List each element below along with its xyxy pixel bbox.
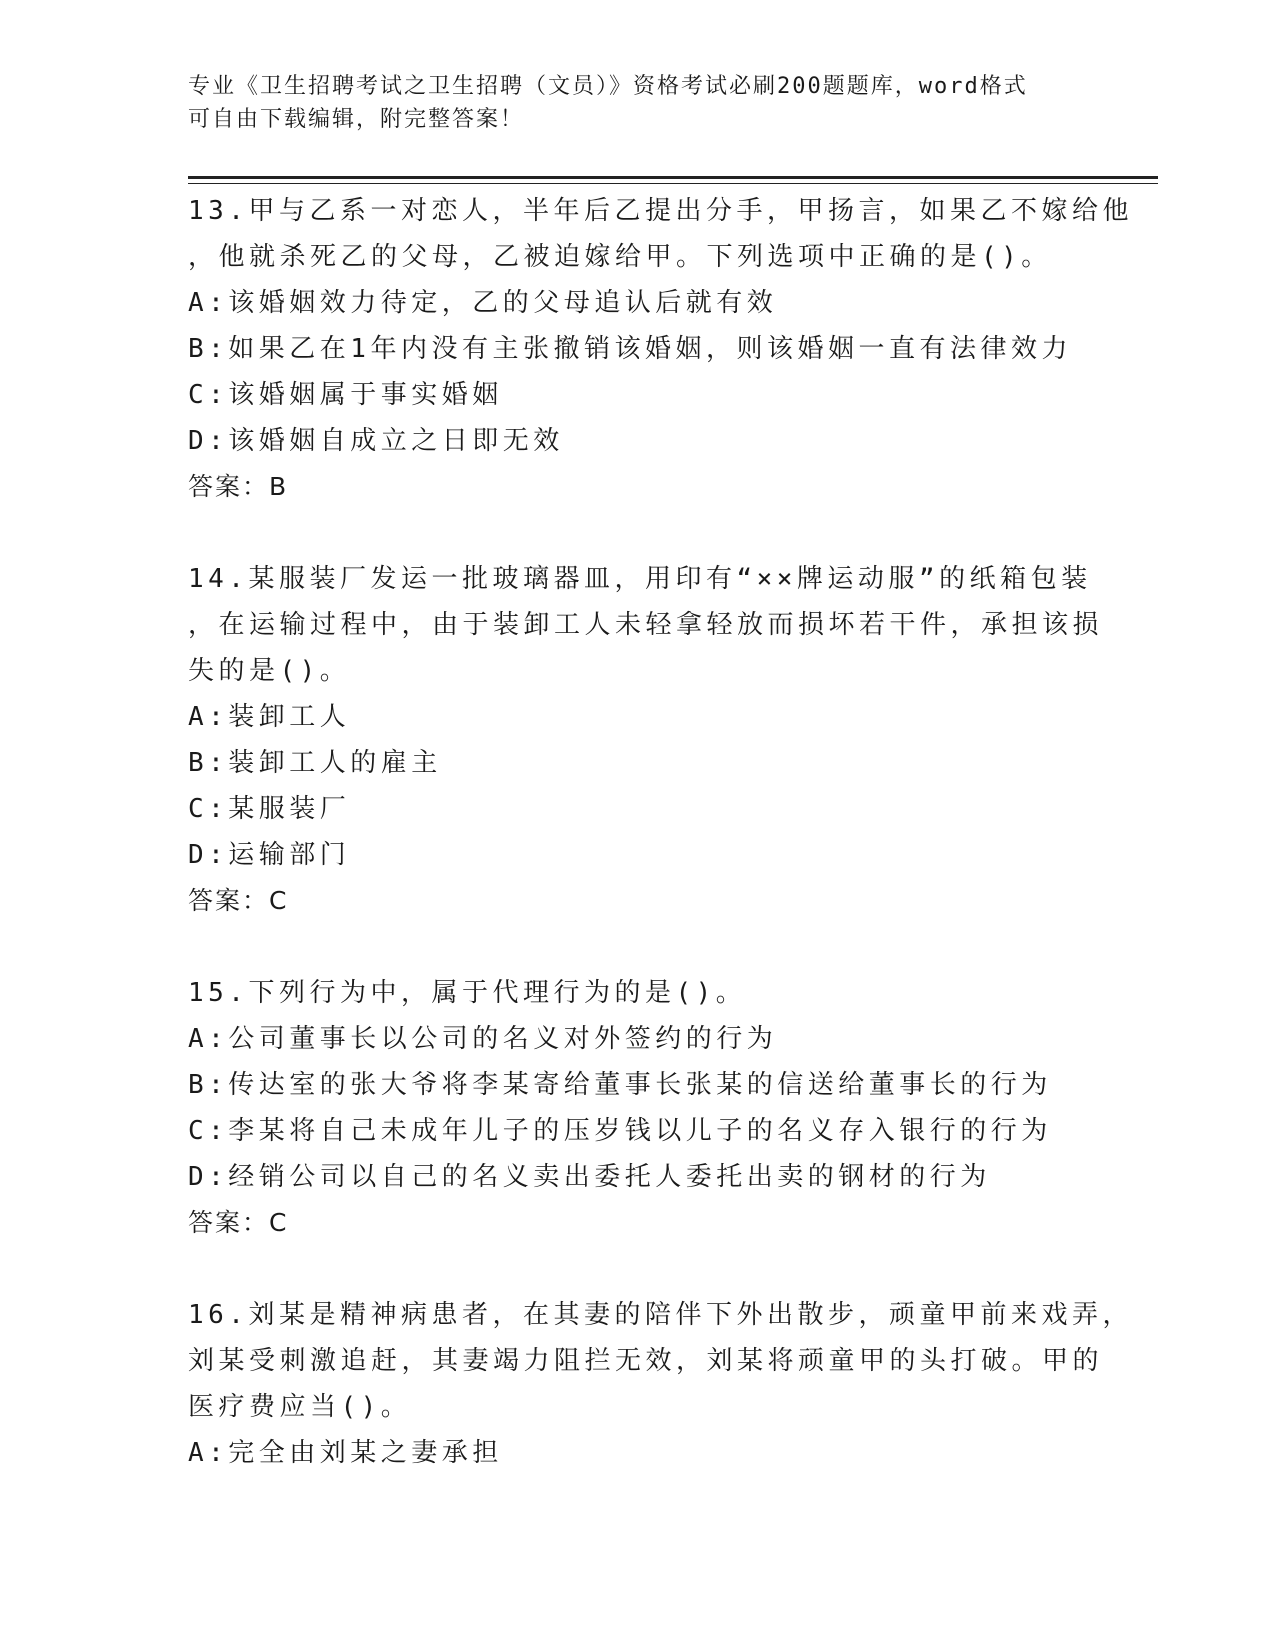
header-divider-thick <box>188 176 1158 179</box>
question-text-line: 16.刘某是精神病患者，在其妻的陪伴下外出散步，顽童甲前来戏弄， <box>188 1300 1133 1330</box>
option-b: B:如果乙在1年内没有主张撤销该婚姻，则该婚姻一直有法律效力 <box>188 334 1072 364</box>
header-divider-thin <box>188 183 1158 184</box>
option-d: D:该婚姻自成立之日即无效 <box>188 426 564 456</box>
question-text-line: ，在运输过程中，由于装卸工人未轻拿轻放而损坏若干件，承担该损 <box>188 610 1104 640</box>
question-13 <box>188 188 1133 510</box>
question-16 <box>188 1292 1133 1476</box>
question-list <box>188 188 1133 1522</box>
option-a: A:装卸工人 <box>188 702 351 732</box>
header-line-1: 专业《卫生招聘考试之卫生招聘（文员）》资格考试必刷200题题库，word格式 <box>188 74 1028 99</box>
option-c: C:某服装厂 <box>188 794 351 824</box>
option-c: C:李某将自己未成年儿子的压岁钱以儿子的名义存入银行的行为 <box>188 1116 1052 1146</box>
option-b: B:传达室的张大爷将李某寄给董事长张某的信送给董事长的行为 <box>188 1070 1052 1100</box>
question-text-line: 13.甲与乙系一对恋人，半年后乙提出分手，甲扬言，如果乙不嫁给他 <box>188 196 1133 226</box>
header-line-2: 可自由下载编辑，附完整答案！ <box>188 107 525 132</box>
answer-text: 答案：C <box>188 886 289 915</box>
answer-text: 答案：B <box>188 472 289 501</box>
option-c: C:该婚姻属于事实婚姻 <box>188 380 503 410</box>
question-text-line: ，他就杀死乙的父母，乙被迫嫁给甲。下列选项中正确的是()。 <box>188 242 1052 272</box>
question-15 <box>188 970 1088 1246</box>
question-text-line: 失的是()。 <box>188 656 351 686</box>
option-a: A:完全由刘某之妻承担 <box>188 1438 503 1468</box>
question-text-line: 14.某服装厂发运一批玻璃器皿，用印有“××牌运动服”的纸箱包装 <box>188 564 1092 594</box>
option-a: A:公司董事长以公司的名义对外签约的行为 <box>188 1024 778 1054</box>
option-d: D:经销公司以自己的名义卖出委托人委托出卖的钢材的行为 <box>188 1162 991 1192</box>
option-d: D:运输部门 <box>188 840 351 870</box>
question-14 <box>188 556 1104 924</box>
option-b: B:装卸工人的雇主 <box>188 748 442 778</box>
answer-text: 答案：C <box>188 1208 289 1237</box>
question-text-line: 刘某受刺激追赶，其妻竭力阻拦无效，刘某将顽童甲的头打破。甲的 <box>188 1346 1104 1376</box>
document-header <box>188 70 1068 136</box>
question-text-line: 医疗费应当()。 <box>188 1392 412 1422</box>
question-text-line: 15.下列行为中，属于代理行为的是()。 <box>188 978 747 1008</box>
option-a: A:该婚姻效力待定，乙的父母追认后就有效 <box>188 288 778 318</box>
